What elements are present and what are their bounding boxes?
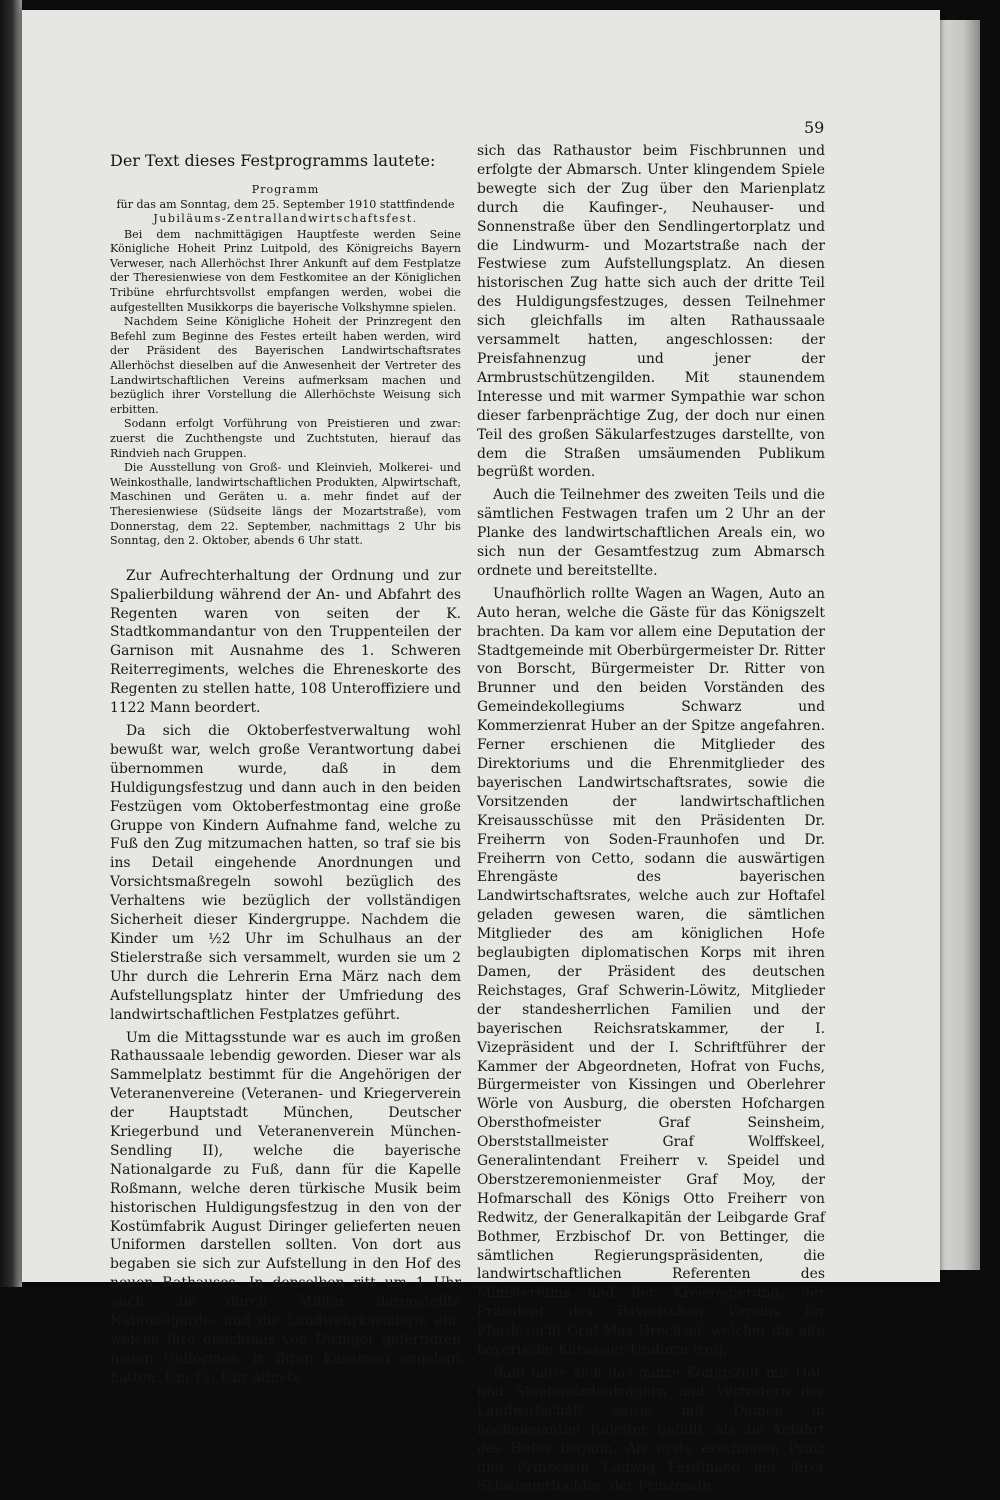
body-paragraph: Um die Mittagsstunde war es auch im großen Rathaussaale lebendig geworden. Dieser war als Sammelplatz bestimmt für die Angehörigen der Veteranenvereine (Veteranen- und Kriegerverein der Hauptstadt München, Deutscher Kriegerbund und Veteranenverein München-Sendling II), welche die bayerische Nationalgarde zu Fuß, dann für die Kapelle Roßmann, welche deren türkische Musik beim historischen Huldigungsfestzug in den von der Kostümfabrik August Diringer gelieferten neuen Uniformen darstellen sollten. Von dort aus begaben sie sich zur Aufstellung in den Hof des neuen Rathauses. In denselben ritt um 1 Uhr auch die durch Militär dargestellte Nationalgarde- und die Landwehrkavallerie ein, welche ihre gleichfalls von Diringer gefertigten neuen Uniformen, in ihren Kasernen angelegt hatten. Um 1¼ Uhr öffnete xyxy=(110,1029,461,1386)
left-column xyxy=(110,144,461,1392)
intro-line: Der Text dieses Festprogramms lautete: xyxy=(110,151,436,170)
body-paragraph: Zur Aufrechterhaltung der Ordnung und zur Spalierbildung während der An- und Abfahrt des Regenten waren von seiten der K. Stadtkommandantur von den Truppenteilen der Garnison mit Ausnahme des 1. Schweren Reiterregiments, welches die Ehreneskorte des Regenten zu stellen hatte, 108 Unteroffiziere und 1122 Mann beordert. xyxy=(110,567,461,717)
book-page xyxy=(22,10,940,1495)
scan-page-stack-edge xyxy=(940,20,980,1270)
program-paragraph: Bei dem nachmittägigen Hauptfeste werden Seine Königliche Hoheit Prinz Luitpold, des Königreichs Bayern Verweser, nach Allerhöchst Ihrer Ankunft auf dem Festplatze der Theresienwiese von dem Festkomitee an der Königlichen Tribüne ehrfurchtsvollst empfangen werden, wobei die aufgestellten Musikkorps die bayerische Volkshymne spielen. xyxy=(110,227,461,314)
page-number: 59 xyxy=(804,118,825,137)
program-paragraph: Nachdem Seine Königliche Hoheit der Prinzregent den Befehl zum Beginne des Festes erteilt haben werden, wird der Präsident des Bayerischen Landwirtschaftsrates Allerhöchst dieselben auf die Anwesenheit der Vertreter des Landwirtschaftlichen Vereins aufmerksam machen und bezüglich ihrer Vorstellung die Allerhöchste Weisung sich erbitten. xyxy=(110,315,461,416)
body-paragraph: Da sich die Oktoberfestverwaltung wohl bewußt war, welch große Verantwortung dabei übernommen wurde, daß in dem Huldigungsfestzug und dann auch in den beiden Festzügen vom Oktoberfestmontag eine große Gruppe von Kindern Aufnahme fand, welche zu Fuß den Zug mitzumachen hatten, so traf sie bis ins Detail eingehende Anordnungen und Vorsichtsmaßregeln sowohl bezüglich des Verhaltens wie bezüglich der vollständigen Sicherheit dieser Kindergruppe. Nachdem die Kinder um ½2 Uhr im Schulhaus an der Stielerstraße sich versammelt, wurden sie um 2 Uhr durch die Lehrerin Erna März nach dem Aufstellungsplatz hinter der Umfriedung des landwirtschaftlichen Festplatzes geführt. xyxy=(110,723,461,1023)
program-line-1: für das am Sonntag, dem 25. September 1910 stattfindende xyxy=(116,197,455,211)
program-block xyxy=(110,183,461,549)
body-paragraph: Unaufhörlich rollte Wagen an Wagen, Auto an Auto heran, welche die Gäste für das Königszelt brachten. Da kam vor allem eine Deputation der Stadtgemeinde mit Oberbürgermeister Dr. Ritter von Borscht, Bürgermeister Dr. Ritter von Brunner und den beiden Vorständen des Gemeindekollegiums Schwarz und Kommerzienrat Huber an der Spitze angefahren. Ferner erschienen die Mitglieder des Direktoriums und die Ehrenmitglieder des bayerischen Landwirtschaftsrates, sowie die Vorsitzenden der landwirtschaftlichen Kreisausschüsse mit den Präsidenten Dr. Freiherrn von Soden-Fraunhofen und Dr. Freiherrn von Cetto, sodann die auswärtigen Ehrengäste des bayerischen Landwirtschaftsrates, welche auch zur Hoftafel geladen gewesen waren, die sämtlichen Mitglieder des am königlichen Hofe beglaubigten diplomatischen Korps mit ihren Damen, der Präsident des deutschen Reichstages, Graf Schwerin-Löwitz, Mitglieder der standesherrlichen Familien und der bayerischen Reichsratskammer, der I. Vizepräsident und der I. Schriftführer der Kammer der Abgeordneten, Hofrat von Fuchs, Bürgermeister von Kissingen und Oberlehrer Wörle von Ausburg, die obersten Hofchargen Obersthofmeister Graf Seinsheim, Oberststallmeister Graf Wolffskeel, Generalintendant Freiherr v. Speidel und Oberstzeremonienmeister Graf Moy, der Hofmarschall des Königs Otto Freiherr von Redwitz, der Generalkapitän der Leibgarde Graf Bothmer, Erzbischof Dr. von Bettinger, die sämtlichen Regierungspräsidenten, die landwirtschaftlichen Referenten des Ministeriums und der Kreisregierung, der Präsident des Bayerischen Vereins für Pferdezucht Graf Max Drechsel, welcher die alte bayerische Kürassier-Uniform trug. xyxy=(477,585,825,1359)
body-paragraph: Bald hatte sich das ganze Königszelt mit Hof- und Staatswürdenträgern und Vertretern der Landwirtschaft sowie mit Damen in hocheleganten Toiletten gefüllt, als die Anfahrt des Hofes begann. Als erste erschienen Prinz und Prinzessin Ludwig Ferdinand mit ihrer Schwiegertochter, der Prinzessin xyxy=(477,1365,825,1495)
program-line-2: Jubiläums-Zentrallandwirtschaftsfest. xyxy=(153,212,418,226)
scan-left-edge xyxy=(0,0,22,1287)
body-paragraph: sich das Rathaustor beim Fischbrunnen und erfolgte der Abmarsch. Unter klingendem Spiele bewegte sich der Zug über den Marienplatz durch die Kaufinger-, Neuhauser- und Sonnenstraße über den Sendlingertorplatz und die Lindwurm- und Mozartstraße nach der Festwiese zum Aufstellungsplatz. An diesen historischen Zug hatte sich auch der dritte Teil des Huldigungsfestzuges, dessen Teilnehmer sich gleichfalls im alten Rathaussaale versammelt hatten, angeschlossen: der Preisfahnenzug und jener der Armbrustschützengilden. Mit staunendem Interesse und mit warmer Sympathie war schon dieser farbenprächtige Zug, der doch nur einen Teil des großen Säkularfestzuges darstellte, von dem die Straßen umsäumenden Publikum begrüßt worden. xyxy=(477,143,825,481)
body-paragraph: Auch die Teilnehmer des zweiten Teils und die sämtlichen Festwagen trafen um 2 Uhr an der Planke des landwirtschaftlichen Areals ein, wo sich nun der Gesamtfestzug zum Abmarsch ordnete und bereitstellte. xyxy=(477,487,825,579)
program-heading: Programm xyxy=(251,182,320,196)
program-paragraph: Die Ausstellung von Groß- und Kleinvieh, Molkerei- und Weinkosthalle, landwirtschaftlichen Produkten, Alpwirtschaft, Maschinen und Geräten u. a. mehr findet auf der Theresienwiese (Südseite längs der Mozartstraße), vom Donnerstag, dem 22. September, nachmittags 2 Uhr bis Sonntag, den 2. Oktober, abends 6 Uhr statt. xyxy=(110,461,461,548)
right-column xyxy=(477,142,825,1500)
program-paragraph: Sodann erfolgt Vorführung von Preistieren und zwar: zuerst die Zuchthengste und Zuchtstuten, hierauf das Rindvieh nach Gruppen. xyxy=(110,417,461,460)
